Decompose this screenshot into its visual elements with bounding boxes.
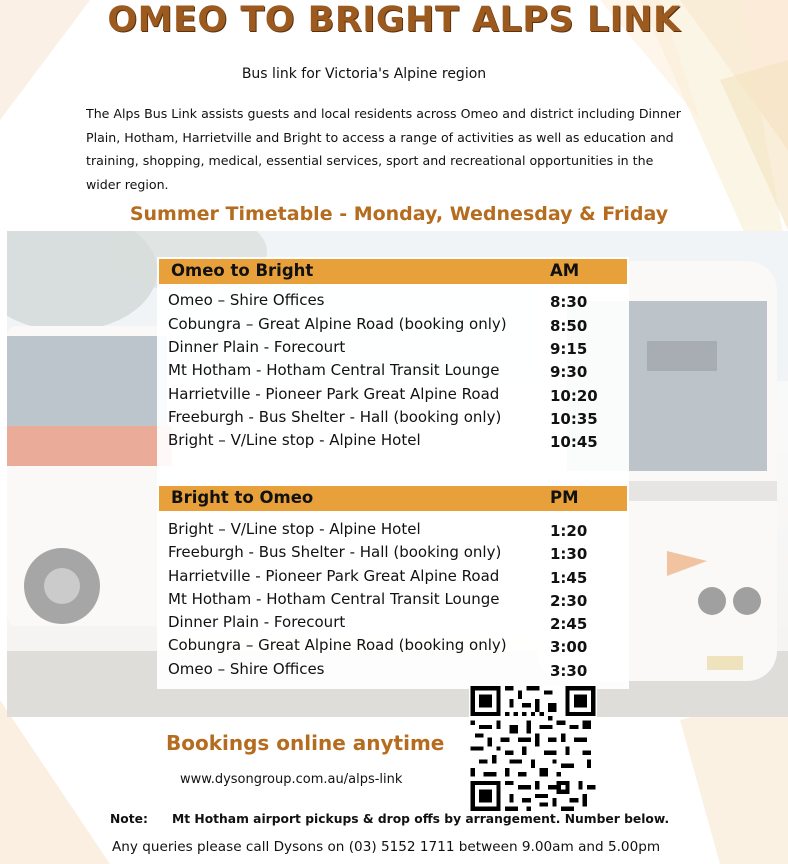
intro-line: wider region. xyxy=(86,176,169,192)
note-label: Note: xyxy=(110,812,148,826)
inbound-period-label: PM xyxy=(550,488,579,507)
departure-time: 2:30 xyxy=(550,592,588,610)
booking-link[interactable]: www.dysongroup.com.au/alps-link xyxy=(180,772,403,787)
outbound-header xyxy=(159,259,627,284)
timetable-row xyxy=(168,590,623,613)
stop-name: Mt Hotham - Hotham Central Transit Lounge xyxy=(168,361,500,379)
page-subtitle: Bus link for Victoria's Alpine region xyxy=(241,66,487,82)
outbound-period-label: AM xyxy=(550,261,580,280)
departure-time: 10:20 xyxy=(550,387,598,405)
timetable-row xyxy=(168,660,623,683)
departure-time: 3:30 xyxy=(550,662,588,680)
timetable-row xyxy=(168,338,623,361)
stop-name: Dinner Plain - Forecourt xyxy=(168,613,346,631)
stop-name: Bright – V/Line stop - Alpine Hotel xyxy=(168,520,421,538)
stop-name: Omeo – Shire Offices xyxy=(168,291,325,309)
intro-line: training, shopping, medical, essential services, sport and recreational opportunities in the xyxy=(86,153,654,168)
inbound-route-label: Bright to Omeo xyxy=(171,488,314,507)
timetable-row xyxy=(168,520,623,543)
timetable-row xyxy=(168,613,623,636)
timetable-row xyxy=(168,291,623,314)
stop-name: Freeburgh - Bus Shelter - Hall (booking only) xyxy=(168,408,502,426)
intro-paragraph xyxy=(86,102,706,196)
bookings-heading: Bookings online anytime xyxy=(166,731,445,755)
timetable-row xyxy=(168,431,623,454)
stop-name: Freeburgh - Bus Shelter - Hall (booking only) xyxy=(168,543,502,561)
departure-time: 1:20 xyxy=(550,522,588,540)
timetable-row xyxy=(168,636,623,659)
departure-time: 2:45 xyxy=(550,615,588,633)
departure-time: 8:50 xyxy=(550,317,588,335)
inbound-header xyxy=(159,486,627,511)
stop-name: Omeo – Shire Offices xyxy=(168,660,325,678)
page-title: OMEO TO BRIGHT ALPS LINK xyxy=(107,0,681,40)
departure-time: 9:15 xyxy=(550,340,588,358)
stop-name: Mt Hotham - Hotham Central Transit Lounge xyxy=(168,590,500,608)
departure-time: 1:45 xyxy=(550,569,588,587)
contact-line: Any queries please call Dysons on (03) 5152 1711 between 9.00am and 5.00pm xyxy=(112,839,661,855)
timetable-row xyxy=(168,385,623,408)
timetable-row xyxy=(168,408,623,431)
timetable-row xyxy=(168,361,623,384)
stop-name: Harrietville - Pioneer Park Great Alpine Road xyxy=(168,385,500,403)
stop-name: Dinner Plain - Forecourt xyxy=(168,338,346,356)
departure-time: 3:00 xyxy=(550,638,588,656)
departure-time: 10:35 xyxy=(550,410,598,428)
timetable-row xyxy=(168,567,623,590)
stop-name: Cobungra – Great Alpine Road (booking only) xyxy=(168,636,507,654)
departure-time: 9:30 xyxy=(550,363,588,381)
qr-code-icon[interactable] xyxy=(469,686,597,811)
departure-time: 8:30 xyxy=(550,293,588,311)
stop-name: Bright – V/Line stop - Alpine Hotel xyxy=(168,431,421,449)
departure-time: 1:30 xyxy=(550,545,588,563)
timetable-heading: Summer Timetable - Monday, Wednesday & Friday xyxy=(129,203,669,225)
stop-name: Harrietville - Pioneer Park Great Alpine Road xyxy=(168,567,500,585)
intro-line: Plain, Hotham, Harrietville and Bright to access a range of activities as well as education and xyxy=(86,129,674,145)
departure-time: 10:45 xyxy=(550,433,598,451)
timetable-row xyxy=(168,543,623,566)
note-text: Mt Hotham airport pickups & drop offs by arrangement. Number below. xyxy=(172,812,670,826)
outbound-route-label: Omeo to Bright xyxy=(171,261,314,280)
timetable-row xyxy=(168,315,623,338)
timetable-panel xyxy=(157,257,629,689)
intro-line: The Alps Bus Link assists guests and local residents across Omeo and district including Dinner xyxy=(86,106,681,121)
stop-name: Cobungra – Great Alpine Road (booking only) xyxy=(168,315,507,333)
note-line xyxy=(110,812,669,826)
